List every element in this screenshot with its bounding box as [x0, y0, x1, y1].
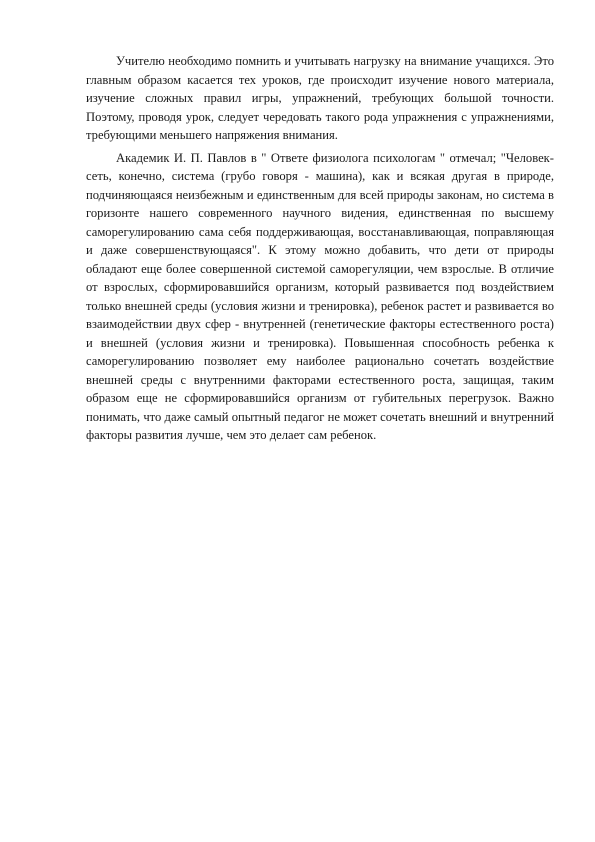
document-body: [86, 52, 554, 445]
paragraph-attention-load: Учителю необходимо помнить и учитывать нагрузку на внимание учащихся. Это главным образом касается тех уроков, где происходит изучение нового материала, изучение сложных правил игры, упражнений, требующих большой точности. Поэтому, проводя урок, следует чередовать такого рода упражнения с упражнениями, требующими меньшего напряжения внимания.: [86, 54, 554, 142]
paragraph-pavlov-quote: Академик И. П. Павлов в " Ответе физиолога психологам " отмечал; "Человек-сеть, конечно, система (грубо говоря - машина), как и всякая другая в природе, подчиняющаяся неизбежным и единственным для всей природы законам, но система в горизонте нашего современного научного видения, единственная по высшему саморегулированию сама себя поддерживающая, восстанавливающая, поправляющая и даже совершенствующаяся". К этому можно добавить, что дети от природы обладают еще более совершенной системой саморегуляции, чем взрослые. В отличие от взрослых, сформировавшийся организм, который развивается под воздействием только внешней среды (условия жизни и тренировка), ребенок растет и развивается во взаимодействии двух сфер - внутренней (генетические факторы естественного роста) и внешней (условия жизни и тренировка). Повышенная способность ребенка к саморегулированию позволяет ему наиболее рационально сочетать воздействие внешней среды с внутренними факторами естественного роста, защищая, таким образом еще не сформировавшийся организм от губительных перегрузок. Важно понимать, что даже самый опытный педагог не может сочетать внешний и внутренний факторы развития лучше, чем это делает сам ребенок.: [86, 150, 554, 442]
